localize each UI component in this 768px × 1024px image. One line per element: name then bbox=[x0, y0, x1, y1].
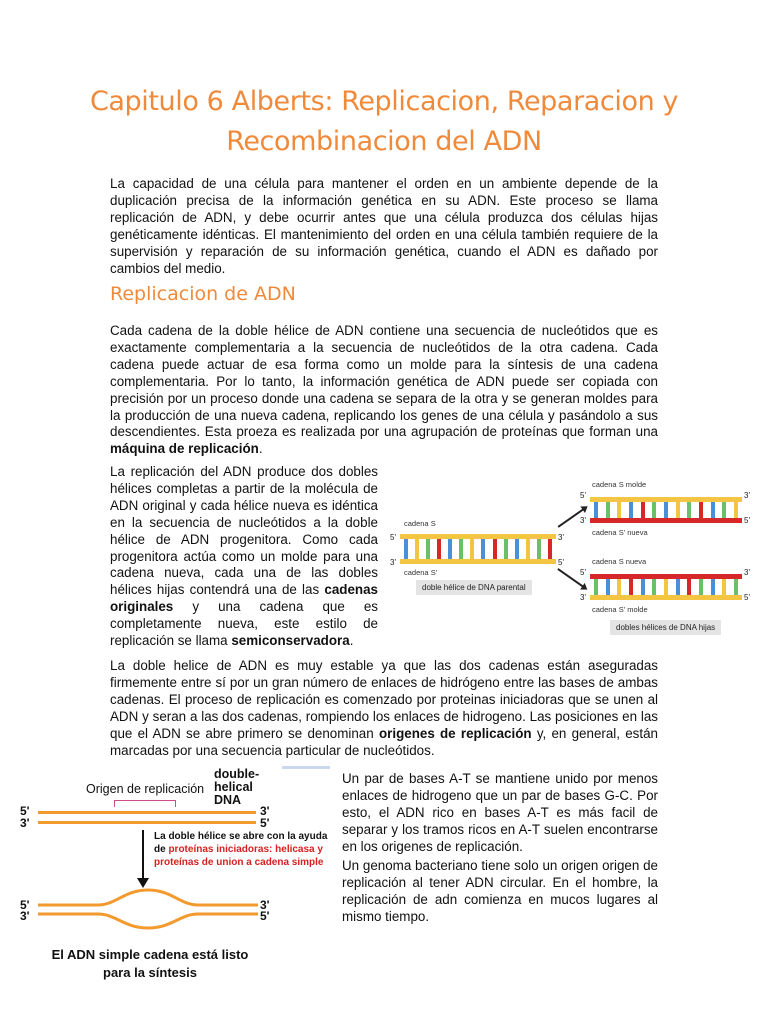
note-line-1: La doble hélice se abre con la ayuda bbox=[154, 831, 328, 842]
bottom-3-end: 3' bbox=[20, 909, 30, 923]
figure-divider bbox=[282, 766, 330, 769]
semiconservative-paragraph bbox=[110, 464, 378, 650]
replication-paragraph bbox=[110, 323, 658, 458]
parent-bases bbox=[404, 539, 552, 559]
origin-caption: El ADN simple cadena está listo para la síntesis bbox=[51, 947, 249, 980]
down-arrow-shaft bbox=[142, 830, 144, 880]
bottom-5-end-right: 5' bbox=[260, 909, 270, 923]
top-dna-strand-2 bbox=[38, 821, 256, 824]
daughter2-bases bbox=[594, 579, 738, 595]
d1-3-end-top: 3' bbox=[744, 491, 750, 500]
note-red-1: proteínas iniciadoras: helicasa y bbox=[168, 844, 323, 855]
d2-5-end-bottom: 5' bbox=[744, 593, 750, 602]
top-3-end: 3' bbox=[20, 816, 30, 830]
bottom-3-end-right: 3' bbox=[260, 898, 270, 912]
daughter2-old-strand bbox=[590, 595, 742, 600]
d1-5-end-top: 5' bbox=[580, 491, 586, 500]
semiconservative-term: semiconservadora bbox=[231, 633, 350, 649]
parent-5-end-bottom: 5' bbox=[558, 558, 564, 567]
replication-machine-term: máquina de replicación bbox=[110, 441, 259, 457]
parent-caption: doble hélice de DNA parental bbox=[416, 580, 532, 595]
daughter1-label-bottom: cadena S' nueva bbox=[592, 528, 648, 537]
opened-bubble-dna bbox=[38, 886, 258, 930]
top-5-end-right: 5' bbox=[260, 816, 270, 830]
origin-bracket bbox=[114, 800, 176, 807]
origin-label: Origen de replicación bbox=[86, 782, 205, 796]
daughter1-label-top: cadena S molde bbox=[592, 480, 647, 489]
parent-3-end-top: 3' bbox=[558, 533, 564, 542]
section-heading: Replicacion de ADN bbox=[110, 283, 296, 305]
replication-end: . bbox=[258, 441, 263, 457]
top-5-end: 5' bbox=[20, 804, 30, 818]
semi-end: . bbox=[349, 633, 354, 649]
replication-text: Cada cadena de la doble hélice de ADN contiene una secuencia de nucleótidos que es exactamente complementaria a la secuencia de nucleótidos de la otra cadena. Cada cadena puede actuar de esa forma como un molde para la síntesis de una cadena complementaria. Por lo tanto, la información genética de ADN puede ser copiada con precisión por un proceso donde una cadena se separa de la otra y se generan moldes para la producción de una nueva cadena, replicando los genes de una célula y pasándolo a sus descendientes. Esta proeza es realizada por una agrupación de proteínas que forman una bbox=[110, 323, 658, 440]
origins-text: La doble helice de ADN es muy estable ya que las dos cadenas están aseguradas firmemente entre sí por un gran número de enlaces de hidrógeno entre las bases de ambas cadenas. El proceso de replicación es comenzado por proteinas iniciadoras que se unen al ADN y seran a las dos cadenas, rompiendo los enlaces de hidrogeno. Las posiciones en las que el ADN se abre primero se denominan bbox=[110, 658, 658, 741]
top-3-end-right: 3' bbox=[260, 804, 270, 818]
origins-term: origenes de replicación bbox=[378, 725, 532, 741]
origins-paragraph bbox=[110, 658, 658, 759]
origins-end: y, en general, están marcadas por una secuencia particular de nucleótidos. bbox=[110, 725, 658, 758]
d2-3-end-top: 3' bbox=[744, 568, 750, 577]
daughter-caption: dobles hélices de DNA hijas bbox=[610, 620, 721, 635]
parent-5-end-top: 5' bbox=[390, 533, 396, 542]
semi-text-2: y una cadena que es completamente nueva, este estilo de replicación se llama bbox=[110, 599, 378, 649]
helicase-note bbox=[154, 830, 327, 869]
d2-3-end-bottom: 3' bbox=[580, 593, 586, 602]
parent-bottom-strand bbox=[400, 559, 556, 564]
parent-strand-label-2: cadena S' bbox=[404, 568, 438, 577]
dna-label: double-helical DNA bbox=[214, 767, 260, 807]
at-pairs-paragraph: Un par de bases A-T se mantiene unido por menos enlaces de hidrogeno que un par de bases G-C. Por esto, el ADN rico en bases A-T es más facil de separar y los tramos ricos en A-T suelen encontrarse en los origenes de replicación. bbox=[342, 771, 658, 854]
daughter1-new-strand bbox=[590, 518, 742, 523]
d1-3-end-bottom: 3' bbox=[580, 516, 586, 525]
origin-figure bbox=[10, 766, 335, 991]
d1-5-end-bottom: 5' bbox=[744, 516, 750, 525]
replication-figure bbox=[386, 476, 758, 640]
semi-text-1: La replicación del ADN produce dos dobles hélices completas a partir de la molécula de ADN original y cada hélice nueva es idéntica en la secuencia de nucleótidos a la doble hélice de ADN progenitora. Como cada progenitora actúa como un molde para una cadena nueva, cada una de las dobles hélices hijas contendrá una de las bbox=[110, 464, 378, 598]
d2-5-end-top: 5' bbox=[580, 568, 586, 577]
note-prefix: de bbox=[154, 844, 169, 855]
intro-paragraph: La capacidad de una célula para mantener el orden en un ambiente depende de la duplicación precisa de la información genética en su ADN. Este proceso se llama replicación de ADN, y debe ocurrir antes que una célula produzca dos células hijas genéticamente idénticas. El mantenimiento del orden en una célula también requiere de la supervisión y reparación de su información genética, cuando el ADN es dañado por cambios del medio. bbox=[110, 176, 658, 276]
daughter1-bases bbox=[594, 502, 738, 518]
note-red-2: proteínas de union a cadena simple bbox=[154, 857, 324, 868]
daughter2-label-top: cadena S nueva bbox=[592, 557, 647, 566]
parent-3-end-bottom: 3' bbox=[390, 558, 396, 567]
daughter2-label-bottom: cadena S' molde bbox=[592, 605, 648, 614]
bottom-5-end: 5' bbox=[20, 898, 30, 912]
note-line-2 bbox=[154, 843, 327, 856]
top-dna-strand-1 bbox=[38, 811, 256, 814]
parent-strand-label: cadena S bbox=[404, 519, 436, 528]
page-title: Capitulo 6 Alberts: Replicacion, Reparacion y Recombinacion del ADN bbox=[89, 86, 679, 157]
genome-paragraph: Un genoma bacteriano tiene solo un origen origen de replicación al tener ADN circular. En el hombre, la replicación de adn comienza en mucos lugares al mismo tiempo. bbox=[342, 858, 658, 924]
original-strands-term: cadenas originales bbox=[110, 582, 378, 615]
